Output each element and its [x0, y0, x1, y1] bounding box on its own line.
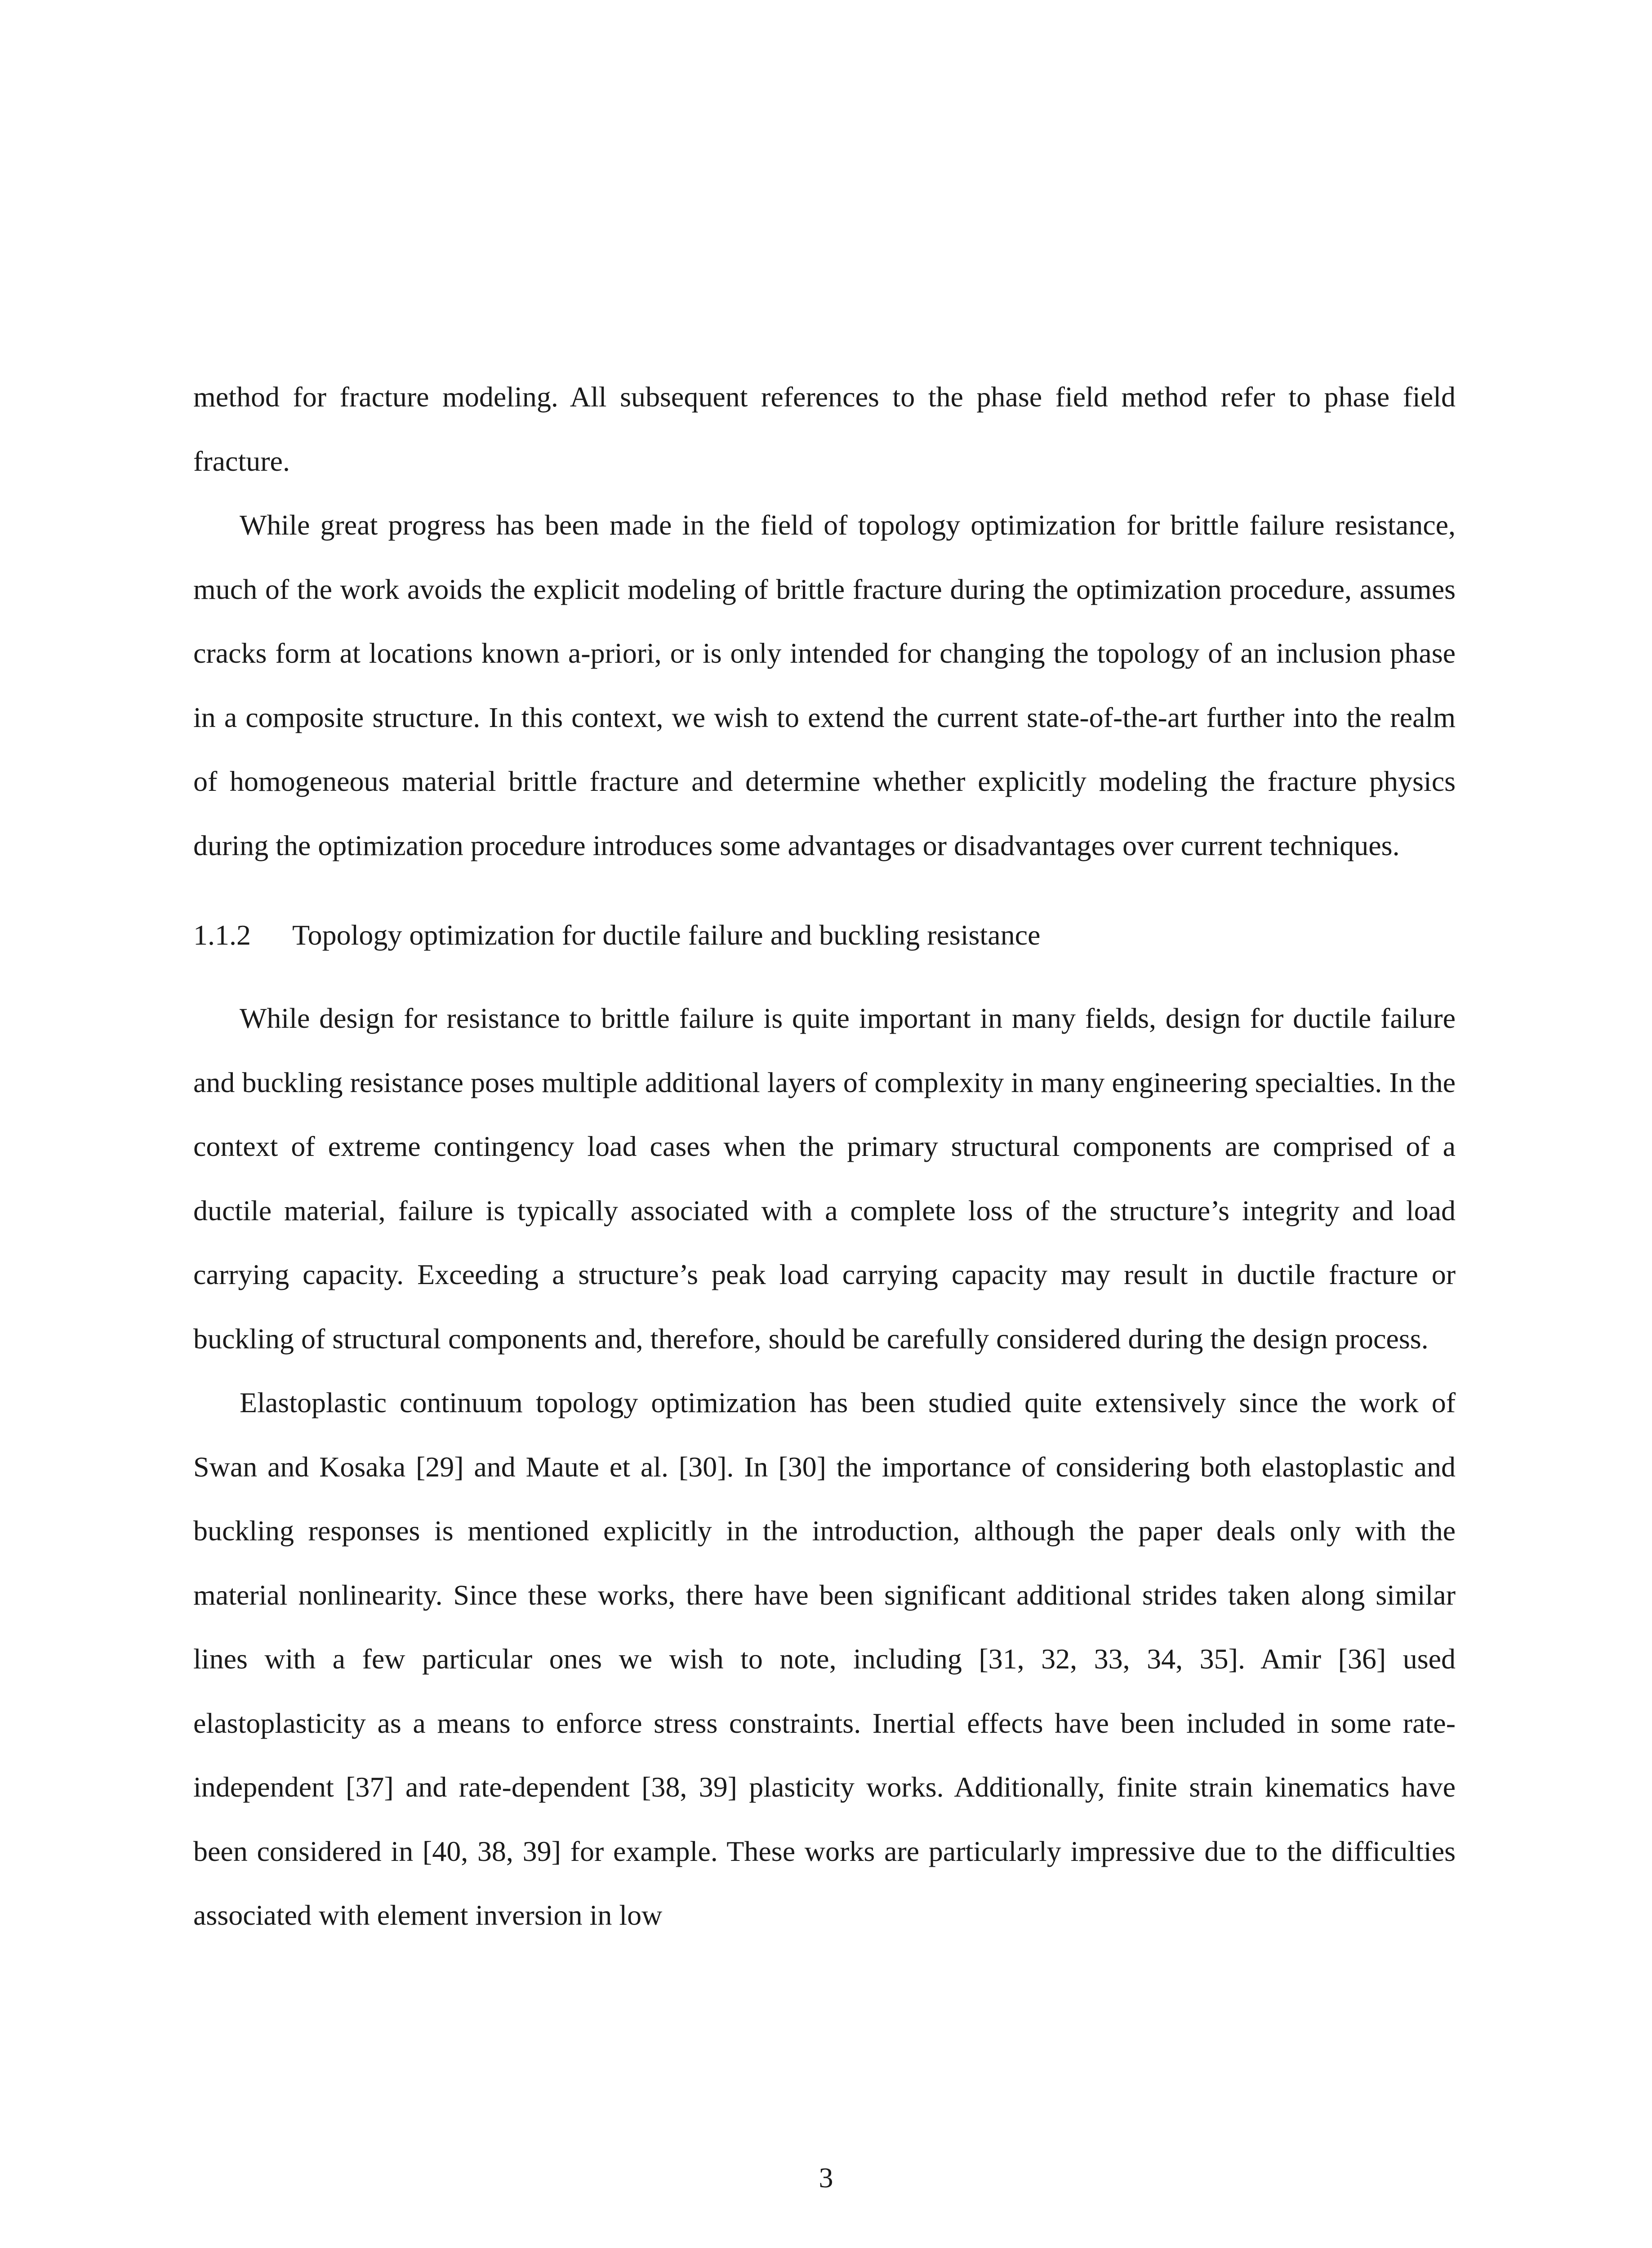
section-number: 1.1.2: [193, 919, 251, 951]
body-text: [193, 365, 1456, 1948]
page-number: 3: [819, 2162, 833, 2194]
section-title: Topology optimization for ductile failure and buckling resistance: [292, 919, 1041, 951]
paragraph-elastoplastic-optimization: Elastoplastic continuum topology optimization has been studied quite extensively since the work of Swan and Kosaka [29] and Maute et al. [30]. In [30] the importance of considering both elastoplastic and buckling responses is mentioned explicitly in the introduction, although the paper deals only with the material nonlinearity. Since these works, there have been significant additional strides taken along similar lines with a few particular ones we wish to note, including [31, 32, 33, 34, 35]. Amir [36] used elastoplasticity as a means to enforce stress constraints. Inertial effects have been included in some rate-independent [37] and rate-dependent [38, 39] plasticity works. Additionally, finite strain kinematics have been considered in [40, 38, 39] for example. These works are particularly impressive due to the difficulties associated with element inversion in low: [193, 1387, 1456, 1931]
paragraph-phase-field-intro: method for fracture modeling. All subsequent references to the phase field method refer to phase field fracture.: [193, 381, 1456, 477]
paragraph-brittle-failure: While great progress has been made in the field of topology optimization for brittle failure resistance, much of the work avoids the explicit modeling of brittle fracture during the optimization procedure, assumes cracks form at locations known a-priori, or is only intended for changing the topology of an inclusion phase in a composite structure. In this context, we wish to extend the current state-of-the-art further into the realm of homogeneous material brittle fracture and determine whether explicitly modeling the fracture physics during the optimization procedure introduces some advantages or disadvantages over current techniques.: [193, 509, 1456, 861]
paragraph-ductile-failure: While design for resistance to brittle failure is quite important in many fields, design for ductile failure and buckling resistance poses multiple additional layers of complexity in many engineering specialties. In the context of extreme contingency load cases when the primary structural components are comprised of a ductile material, failure is typically associated with a complete loss of the structure’s integrity and load carrying capacity. Exceeding a structure’s peak load carrying capacity may result in ductile fracture or buckling of structural components and, therefore, should be carefully considered during the design process.: [193, 1002, 1456, 1355]
section-heading: [193, 913, 1456, 958]
